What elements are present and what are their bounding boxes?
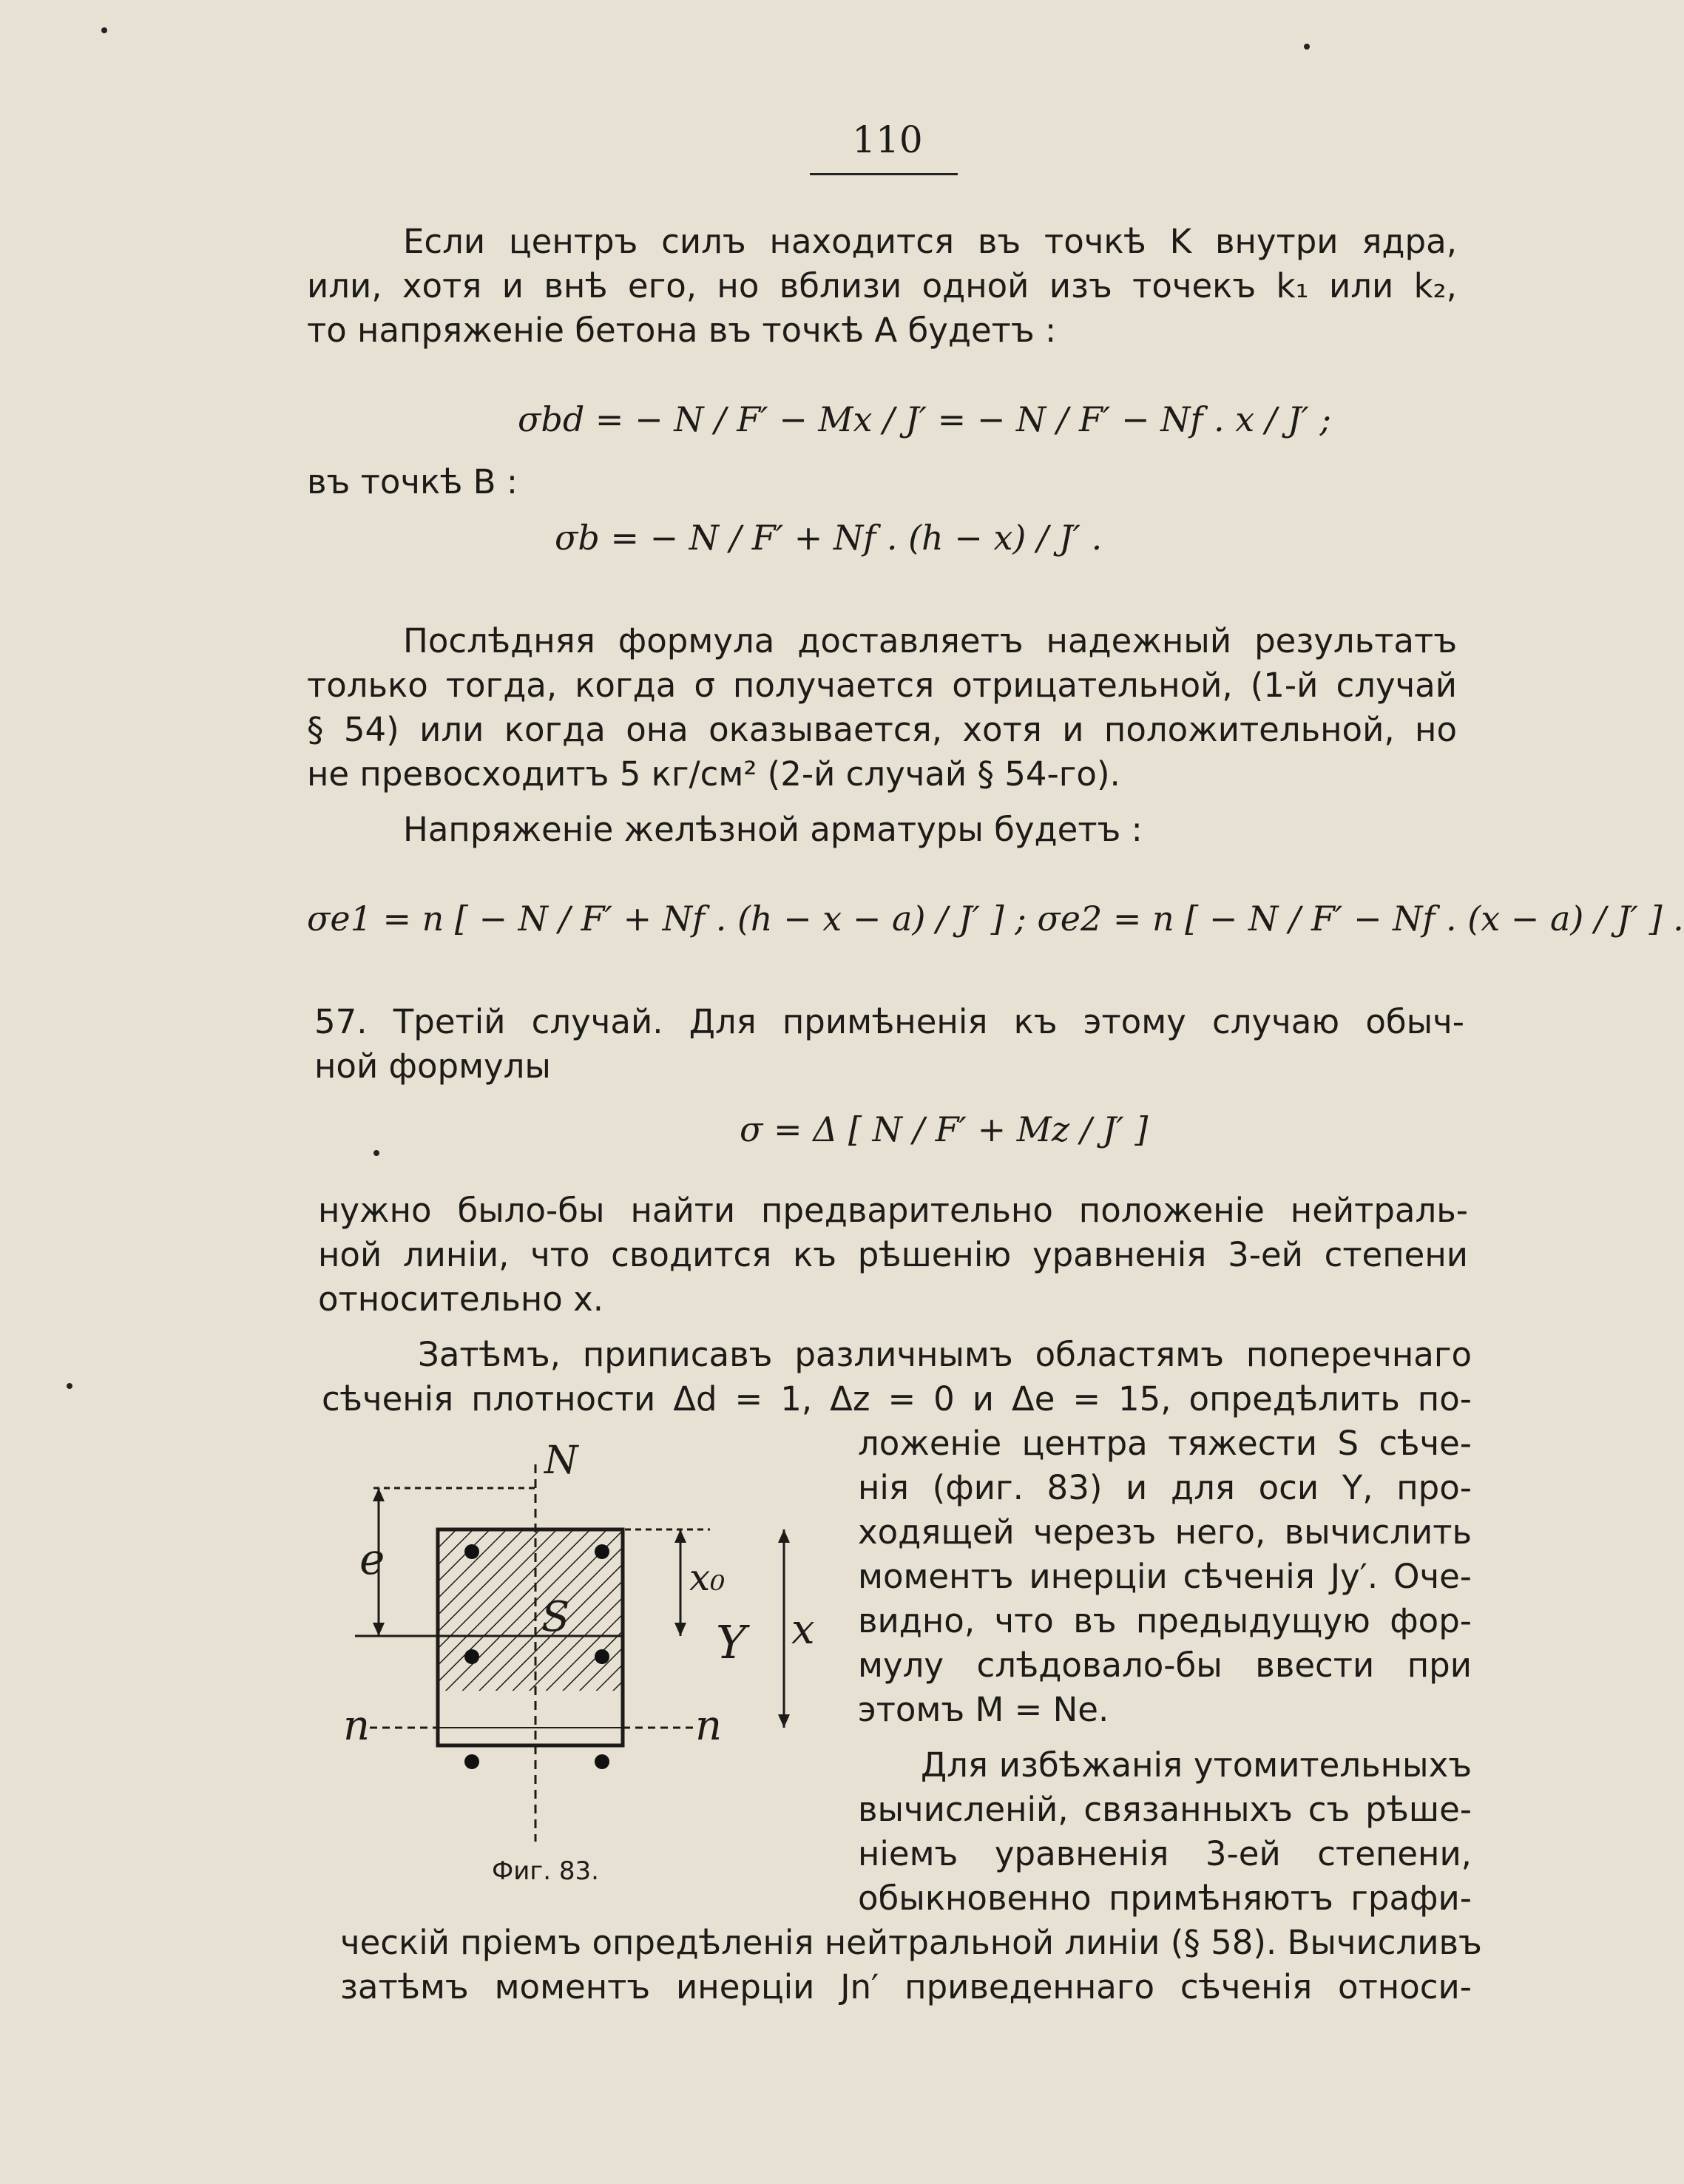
text-line: Напряженіе желѣзной арматуры будетъ : bbox=[403, 810, 1143, 849]
arrow-icon bbox=[778, 1529, 790, 1543]
rebar-dot bbox=[595, 1754, 609, 1769]
text-line: затѣмъ моментъ инерціи Jn′ приведеннаго сѣченія относи- bbox=[340, 1967, 1472, 2006]
text-line: Послѣдняя формула доставляетъ надежный результатъ bbox=[403, 621, 1457, 660]
text-line: ложеніе центра тяжести S сѣче- bbox=[858, 1424, 1472, 1463]
text-line: ной формулы bbox=[314, 1047, 551, 1086]
text-line: въ точкѣ B : bbox=[307, 462, 518, 501]
arrow-icon bbox=[373, 1488, 385, 1501]
text-line: сѣченія плотности Δd = 1, Δz = 0 и Δe = 15, опредѣлить по- bbox=[322, 1379, 1472, 1419]
arrow-icon bbox=[674, 1529, 686, 1543]
rebar-dot bbox=[464, 1544, 479, 1559]
figure-83-diagram bbox=[325, 1438, 843, 1856]
text-line: моментъ инерціи сѣченія Jy′. Оче- bbox=[858, 1557, 1472, 1596]
label-n-top: N bbox=[544, 1438, 578, 1483]
text-line: ходящей черезъ него, вычислить bbox=[858, 1512, 1472, 1552]
rebar-dot bbox=[464, 1754, 479, 1769]
text-line: нужно было-бы найти предварительно положеніе нейтраль- bbox=[318, 1191, 1468, 1230]
text-line: вычисленій, связанныхъ съ рѣше- bbox=[858, 1790, 1472, 1829]
figure-caption: Фиг. 83. bbox=[492, 1856, 599, 1886]
page-number: 110 bbox=[852, 118, 923, 161]
speck bbox=[373, 1150, 379, 1156]
text-line: обыкновенно примѣняютъ графи- bbox=[858, 1879, 1472, 1918]
section-heading-57: 57. Третій случай. Для примѣненія къ этому случаю обыч- bbox=[314, 1002, 1464, 1041]
text-line: Для избѣжанія утомительныхъ bbox=[921, 1745, 1472, 1785]
label-x: x bbox=[791, 1606, 815, 1654]
text-line: не превосходитъ 5 кг/см² (2-й случай § 54-го). bbox=[307, 754, 1120, 794]
text-line: § 54) или когда она оказывается, хотя и положительной, но bbox=[307, 710, 1457, 749]
formula-sigma-bd: σbd = − N / F′ − Mx / J′ = − N / F′ − Nf . x / J′ ; bbox=[518, 399, 1331, 439]
label-y: Y bbox=[716, 1615, 746, 1669]
text-line: то напряженіе бетона въ точкѣ A будетъ : bbox=[307, 311, 1057, 350]
text-line: только тогда, когда σ получается отрицательной, (1-й случай bbox=[307, 666, 1457, 705]
formula-sigma-delta: σ = Δ [ N / F′ + Mz / J′ ] bbox=[740, 1109, 1149, 1149]
rebar-dot bbox=[595, 1544, 609, 1559]
arrow-icon bbox=[778, 1714, 790, 1728]
text-line: этомъ M = Ne. bbox=[858, 1690, 1109, 1729]
label-s: S bbox=[541, 1593, 570, 1641]
speck bbox=[1304, 44, 1310, 50]
rebar-dot bbox=[595, 1649, 609, 1664]
label-e: e bbox=[359, 1534, 385, 1584]
label-n-left: n bbox=[343, 1702, 371, 1750]
formula-sigma-e: σe1 = n [ − N / F′ + Nf . (h − x − a) / J′ ] ; σe2 = n [ − N / F′ − Nf . (x − a) / J′ ] . bbox=[307, 899, 1684, 939]
label-n-right: n bbox=[695, 1702, 723, 1750]
text-line: видно, что въ предыдущую фор- bbox=[858, 1601, 1472, 1640]
speck bbox=[101, 27, 107, 33]
rebar-dot bbox=[464, 1649, 479, 1664]
page-number-rule bbox=[810, 173, 958, 175]
text-line: относительно x. bbox=[318, 1279, 604, 1319]
label-x0: x₀ bbox=[689, 1556, 726, 1599]
text-line: Если центръ силъ находится въ точкѣ K внутри ядра, bbox=[403, 222, 1457, 261]
text-line: ніемъ уравненія 3-ей степени, bbox=[858, 1834, 1472, 1873]
text-line: ческій пріемъ опредѣленія нейтральной линіи (§ 58). Вычисливъ bbox=[340, 1923, 1482, 1962]
text-line: или, хотя и внѣ его, но вблизи одной изъ точекъ k₁ или k₂, bbox=[307, 266, 1457, 305]
text-line: ной линіи, что сводится къ рѣшенію уравненія 3-ей степени bbox=[318, 1235, 1468, 1274]
text-line: нія (фиг. 83) и для оси Y, про- bbox=[858, 1468, 1472, 1507]
text-line: Затѣмъ, приписавъ различнымъ областямъ поперечнаго bbox=[418, 1335, 1472, 1374]
arrow-icon bbox=[373, 1623, 385, 1636]
speck bbox=[67, 1383, 72, 1389]
formula-sigma-b: σb = − N / F′ + Nf . (h − x) / J′ . bbox=[555, 518, 1103, 558]
text-line: мулу слѣдовало-бы ввести при bbox=[858, 1646, 1472, 1685]
arrow-icon bbox=[674, 1623, 686, 1636]
